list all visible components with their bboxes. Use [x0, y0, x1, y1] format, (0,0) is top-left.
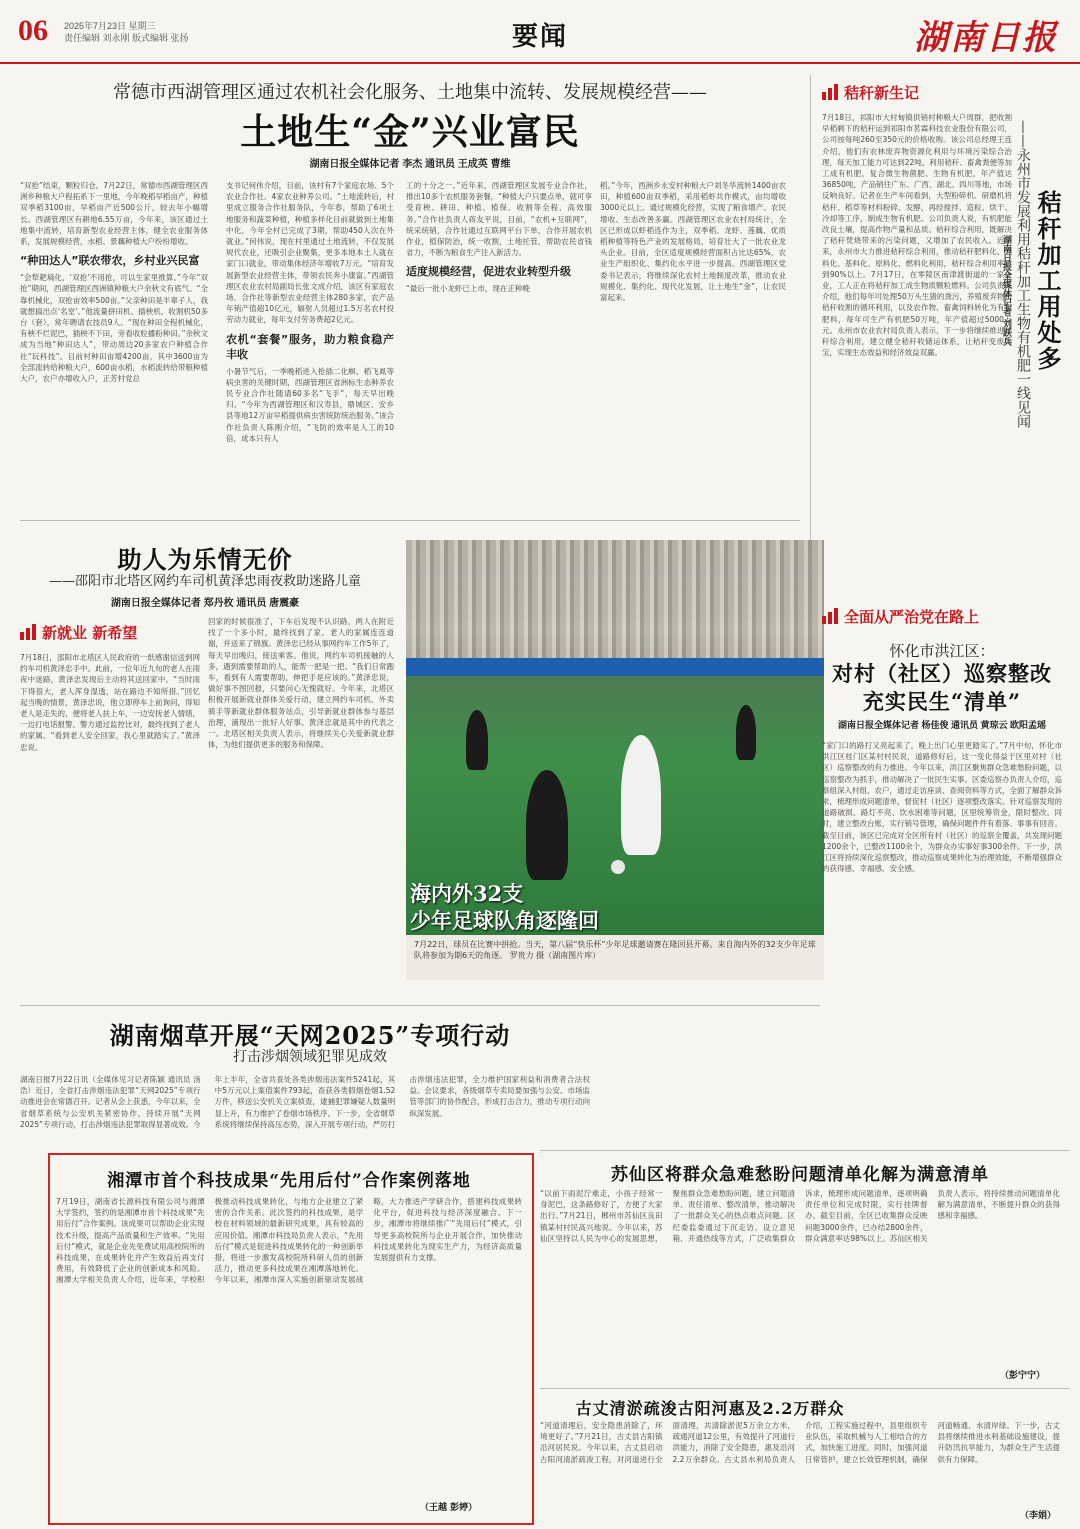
column-flag-icon — [822, 84, 840, 100]
helper-col-1: 7月18日，邵阳市北塔区人民政府的一纸感谢信送到网约车司机黄泽忠手中。此前，一位年近九旬的老人在雨夜中迷路，黄泽忠发现后主动将其送回家中。“当时雨下得很大，老人浑身湿透，站在路边不知所措。”回忆起当晚的情景，黄泽忠说，他立即停车上前询问，得知老人是走失的，便将老人扶上车，一边安抚老人情绪，一边打电话报警。警方通过监控比对，最终找到了老人的家属。“看到老人安全回家，我心里就踏实了。”黄泽忠说。 — [20, 653, 200, 752]
party-body: “家门口的路打又亮起来了，晚上出门心里更踏实了。”7月中旬，怀化市洪江区桂门区某村村民说，道路修好后，这一变化得益于区里对村（社区）巡察整改的有力推进。今年以来，洪江区聚焦群众急难愁盼问题，以巡察整改为抓手，推动解决了一批民生实事。区委巡察办负责人介绍，巡察组深入村组、农户，通过走访座谈、查阅资料等方式，全面了解群众诉求，梳理形成问题清单，督促村（社区）逐项整改落实。针对巡察发现的道路破损、路灯不亮、饮水困难等问题，区里统筹资金，限时整改。同时，建立整改台账，实行销号管理，确保问题件件有着落、事事有回音。截至目前，该区已完成对全区所有村（社区）的巡察全覆盖，共发现问题1200余个，已整改1100余个，为群众办实事好事300余件。下一步，洪江区将持续深化巡察整改，推动巡察成果转化为治理效能，不断增强群众的获得感、幸福感、安全感。 — [822, 741, 1062, 874]
lead-headline: 土地生“金”兴业富民 — [240, 111, 580, 153]
date-line: 2025年7月23日 星期三 — [64, 21, 156, 31]
divider — [540, 1150, 1070, 1151]
lead-col-4 — [600, 180, 786, 510]
helper-byline: 湖南日报全媒体记者 郑丹枚 通讯员 唐震豪 — [110, 598, 300, 609]
party-column-label: 全面从严治党在路上 — [844, 608, 980, 626]
divider — [20, 1005, 820, 1006]
guwen-headline: 古丈清淤疏浚古阳河惠及2.2万群众 — [575, 1399, 845, 1418]
lead-col3-body2: “最后一批小龙虾已上市，现在正种晚 — [406, 284, 530, 294]
xiangtan-headline: 湘潭市首个科技成果“先用后付”合作案例落地 — [107, 1171, 471, 1191]
lead-col-3 — [406, 180, 592, 510]
lead-col-2 — [226, 180, 394, 510]
helper-column-label: 新就业 新希望 — [42, 624, 138, 642]
suxian-body: “以前下雨泥泞难走，小孩子经常一身泥巴，这条路修好了，方便了大家出行。”7月21日，郴州市苏仙区良田镇某村村民高兴地说。今年以来，苏仙区坚持以人民为中心的发展思想，聚焦群众急难愁盼问题，建立问题清单、责任清单、整改清单，推动解决了一批群众关心的热点难点问题。区纪委监委通过下沉走访、设立意见箱、开通热线等方式，广泛收集群众诉求，梳理形成问题清单，逐项明确责任单位和完成时限，实行挂牌督办。截至目前，全区已收集群众反映问题3000余件，已办结2800余件，群众满意率达98%以上。苏仙区相关负责人表示，将持续推动问题清单化解为满意清单，不断提升群众的获得感和幸福感。 — [540, 1189, 1060, 1243]
straw-headline: 秸秆加工用处多 — [1033, 190, 1062, 372]
straw-column-label: 秸秆新生记 — [844, 84, 920, 102]
divider — [810, 75, 811, 595]
photo-stands — [406, 540, 824, 660]
xiangtan-body: 7月19日，湖南省长源科技有限公司与湘潭大学签约，签约的是湘潭市首个科技成果“先用后付”合作案例。该成果可以帮助企业实现技术升级，提高产品质量和生产效率。“先用后付”模式，就是企业先免费试用高校院所的科技成果，在成果转化并产生效益后再支付费用，有效降低了企业的创新成本和风险。湘潭大学相关负责人介绍，近年来，学校积极推动科技成果转化，与地方企业建立了紧密的合作关系。此次签约的科技成果，是学校在材料领域的最新研究成果，具有较高的应用价值。湘潭市科技局负责人表示，“先用后付”模式是促进科技成果转化的一种创新举措，将进一步激发高校院所科研人员的创新活力，推动更多科技成果在湘潭落地转化。今年以来，湘潭市深入实施创新驱动发展战略，大力推进产学研合作，搭建科技成果转化平台，促进科技与经济深度融合。下一步，湘潭市将继续推广“先用后付”模式，引导更多高校院所与企业开展合作，加快推动科技成果转化为现实生产力，为经济高质量发展提供有力支撑。 — [56, 1197, 522, 1285]
football-photo — [406, 540, 824, 935]
helper-headline: 助人为乐情无价 — [117, 545, 293, 574]
lead-col3-body: 工的十分之一。”近年来，西湖管理区发展专业合作社，推出10多个农机服务套餐，“种植大户只要点单，就可享受育秧、耕田、种植、植保、收割等全程、高效服务。”合作社负责人蒋友平说，目前，“农机+互联网”，统采统销，合作社通过互联网平台下单，合作开展农机作业，植保防治，统一收割，土地托管，帮助农民省钱省力，不断为粮食生产注入新活力。 — [406, 181, 592, 258]
tobacco-subtitle: 打击涉烟领域犯罪见成效 — [233, 1049, 387, 1065]
divider — [540, 1388, 1070, 1389]
editor-line: 责任编辑 刘永刚 版式编辑 张扬 — [64, 33, 189, 43]
lead-kicker: 常德市西湖管理区通过农机社会化服务、土地集中流转、发展规模经营—— — [113, 82, 707, 103]
straw-column-head — [822, 82, 919, 103]
photo-title-line2: 少年足球队角逐隆回 — [410, 908, 599, 933]
straw-body: 7月18日，祁阳市大村甸镇供销村种粮大户周群，把收割早稻剩下的秸秆运到祁阳市茗霖科技农业股份有限公司，公司按每吨260至350元的价格收购。该公司总经理王连介绍，他们有农林废弃物资源化利用与环境污染综合治理，每天加工能力可达到22吨。利用秸秆、畜禽粪便等加工成有机肥，复合微生物菌肥、生物有机肥，年产值达36850吨，产品销往广东、广西、湖北、四川等地，市场反响良好。记者在生产车间看到，大型粉碎机、研磨机将秸秆、稻草等材料粉碎、发酵，再经搅拌、造粒、烘干、冷却等工序，制成生物有机肥。公司负责人说，有机肥能改良土壤，提高作物产量和品质。秸秆综合利用，既解决了秸秆焚烧带来的污染问题，又增加了农民收入。近年来，永州市大力推进秸秆综合利用，推动秸秆肥料化、饲料化、基料化、原料化、燃料化利用，秸秆综合利用率达到90%以上。7月17日，在零陵区南津渡街道的一家企业，工人正在将秸秆加工成生物质颗粒燃料。公司负责人介绍，他们每年可处理50万头生猪的粪污，养殖废弃物和秸秆收割的循环利用，以及农作物、畜禽饲料转化为有机肥料，每年可生产有机肥50万吨，年产值超过5000万元。永州市农业农村局负责人表示，下一步将继续推进秸秆综合利用，建立健全秸秆收储运体系，让秸秆变废为宝，实现生态效益和经济效益双赢。 — [822, 113, 1012, 358]
guwen-signature: （李娟） — [1020, 1511, 1057, 1521]
lead-col2-body: 支书记何伟介绍，目前，该村有7个家庭农场、5个农业合作社、4家农业种养公司。“土地流转后，村里成立服务合作社服务队，今年春，帮助了6项土地服务和蔬菜种植，种植多样化目前就做到土地集中化，今年全村已完成了3期，帮助450人次在外就业。”何伟说，现在村里通过土地流转，不仅发展规代农业，还吸引企业聚集，更多本地本土人就在家门口就业，带动集体经济年增收7万元。“培育发展新型农业经营主体，带领农民奔小康富。”西湖管理区农业农村局副局长张文成介绍，该区有家庭农场、合作社等新型农业经营主体280多家，农产品年销产值超10亿元，辐射人员超过1.5万名农村投劳动力就业，每年支付劳务费超2亿元。 — [226, 181, 394, 325]
party-column-head — [822, 606, 979, 627]
photo-title-line1: 海内外32支 — [410, 881, 524, 906]
lead-col4-body: 稻。”今年，西洲乡永安村种粮大户刘冬华流转1400亩农田，种植600亩双季稻，采用稻虾共作模式，亩均增收3000元以上。通过规模化经营，实现了粮食增产、农民增收、生态改善多赢。西湖管理区农业农村局统计，全区已形成以虾稻连作为主，双季稻、龙虾、莲藕、优质稻种植等特色产业的发展格局，培育壮大了一批农业龙头企业。目前，全区适度规模经营面积占比达65%，农业生产组织化、集约化水平进一步提高。西湖管理区党委书记表示，将继续深化农村土地制度改革，推动农业规模化、集约化、现代化发展，让土地生“金”，让农民富起来。 — [600, 181, 786, 303]
straw-byline: 湖南日报全媒体记者 刘跃兵 — [1001, 235, 1011, 347]
divider — [20, 520, 800, 521]
player-black — [736, 705, 756, 760]
photo-caption-box — [406, 935, 824, 980]
lead-col1-intro: “双抢”结束，颗粒归仓。7月22日，常德市西湖管理区西洲乡种粮大户程拓系下一里地，今年晚稻早稻亩产，种植双季稻3100亩，早稻亩产近500公斤，较去年小幅增长。西湖管理区有耕地6.55万亩，今年来，该区通过土地集中流转，培育新型农业经营主体，健全农业服务体系，发展规模经营，水稻、景藕种植大户纷纷增收。 — [20, 181, 208, 247]
xiangtan-signature: （王越 彭婷） — [420, 1503, 478, 1513]
guwen-body: “河道清理后，安全隐患消除了，环境更好了。”7月21日，古丈县古阳镇沿河居民说。今年以来，古丈县启动古阳河清淤疏浚工程，对河道进行全面清理，共清除淤泥5万余立方米，疏通河道12公里，有效提升了河道行洪能力，消除了安全隐患，惠及沿河2.2万余群众。古丈县水利局负责人介绍，工程实施过程中，县里组织专业队伍，采取机械与人工相结合的方式，加快施工进度。同时，加强河道日常管护，建立长效管理机制，确保河道畅通、水清岸绿。下一步，古丈县将继续推进水利基础设施建设，提升防汛抗旱能力，为群众生产生活提供有力保障。 — [540, 1421, 1060, 1464]
lead-col-1 — [20, 180, 208, 510]
suxian-signature: （彭宁宁） — [1000, 1371, 1046, 1381]
straw-subtitle: ——永州市发展利用秸秆加工生物有机肥一线见闻 — [1015, 120, 1031, 428]
photo-caption: 7月22日，球员在比赛中拼抢。当天，第八届“快乐杯”少年足球邀请赛在隆回县开幕。来自海内外的32支少年足球队将参加为期6天的角逐。 罗贵力 摄（湖南图片库） — [414, 940, 816, 960]
helper-column-head — [20, 622, 137, 643]
helper-subtitle: ——邵阳市北塔区网约车司机黄泽忠雨夜救助迷路儿童 — [48, 574, 361, 589]
lead-col1-body: “会犁耙墒化，‘双抢’不用抢，可以生家里推算。”今年“双抢”期间，西湖管理区西洲镇种粮大户余秋文有底气。“全靠机械化，双抢亩效率500亩。”父亲种田是半辈子人，我就想搞出点‘名堂’。”他流量拼田机、插秧机、收割机50多台（套），常年聘请农技员9人。“现在种田全程机械化，有秧不烂泥巴，插秧不下田，旁看收粒播粉种田。”余秋文成为当地“种田达人”，带动周边20多家农户种植合作社“玩科技”。目前村种田亩增4200亩，其中3600亩为全部流转给种粮大户，600亩水稻，水稻流转给带粮种植大户，农户亦增收入户，正芳村党总 — [20, 273, 208, 384]
player-black — [466, 710, 488, 770]
lead-col3-subhead: 适度规模经营，促进农业转型升级 — [406, 265, 571, 279]
player-black — [526, 770, 568, 880]
newspaper-logo: 湖南日报 — [914, 18, 1058, 58]
party-byline: 湖南日报全媒体记者 杨佳俊 通讯员 黄琼云 欧阳孟瑶 — [837, 720, 1046, 730]
photo-title — [410, 880, 599, 934]
party-kicker: 怀化市洪江区： — [889, 642, 995, 660]
page-number: 06 — [18, 14, 48, 47]
lead-col2-body2: 小暑节气后，一季晚稻进入抢插二化螟、稻飞虱等病虫害的关键时期，西湖管理区省洲标生态种养农民专业合作社随请60多名“飞手”，每天早出晚归。“今年为西湖管理区和汉寿县，鼎城区、安乡县等地12万亩早稻提供病虫害统防统治服务。”该合作社负责人陈刚介绍，“飞防的效率是人工的10倍，成本只有人 — [226, 366, 394, 443]
photo-banner — [406, 658, 824, 676]
tobacco-body: 湖南日报7月22日讯（全媒体见习记者陈颖 通讯员 汤浩）近日，全省打击涉烟违法犯罪“天网2025”专项行动推进会在常德召开。记者从会上获悉，今年以来，全省烟草系统与公安机关紧密协作，持续开展“天网2025”专项行动，打击涉烟违法犯罪取得显著成效。今年上半年，全省共查处各类涉烟违法案件5241起，其中5万元以上案值案件793起，查获各类假烟卷烟1.52万件，移送公安机关立案侦查，逮捕犯罪嫌疑人数量明显上升，有力维护了卷烟市场秩序。下一步，全省烟草系统将继续保持高压态势，深入开展专项行动，严厉打击涉烟违法犯罪，全力维护国家利益和消费者合法权益。会议要求，各级烟草专卖局要加强与公安、市场监管等部门的协作配合，形成打击合力，推动专项行动向纵深发展。 — [20, 1075, 590, 1129]
party-headline-line2: 充实民生“清单” — [862, 689, 1022, 714]
section-title: 要闻 — [511, 22, 568, 52]
tobacco-headline: 湖南烟草开展“天网2025”专项行动 — [109, 1021, 511, 1050]
player-white — [621, 735, 661, 855]
party-headline — [822, 660, 1062, 716]
football — [611, 860, 625, 874]
column-flag-icon — [20, 624, 38, 640]
party-headline-line1: 对村（社区）巡察整改 — [832, 661, 1052, 686]
column-flag-icon — [822, 608, 840, 624]
suxian-headline: 苏仙区将群众急难愁盼问题清单化解为满意清单 — [611, 1165, 989, 1185]
helper-col-2: 回家的时候很准了，下车后发现不认识路，两人在附近找了一个多小时，最终找到了家。老人的家属连连道谢，并送来了锦旗。黄泽忠已经从事网约车工作5年了，每天早出晚归，接送乘客。他说，网约车司机接触的人多，遇到需要帮助的人，能帮一把是一把。“我们日常跑车，看到有人需要帮助，伸把手是应该的。”黄泽忠说，做好事不图回报，只要问心无愧就好。今年来，北塔区积极开展新就业群体关爱行动，建立网约车司机、外卖骑手等新就业群体服务站点，引导新就业群体参与基层治理，涌现出一批好人好事。黄泽忠就是其中的代表之一。北塔区相关负责人表示，将继续关心关爱新就业群体，为他们提供更多的服务和保障。 — [208, 617, 394, 750]
lead-byline: 湖南日报全媒体记者 李杰 通讯员 王成英 曹维 — [309, 159, 511, 170]
lead-col1-subhead: “种田达人”联农带农，乡村业兴民富 — [20, 254, 200, 268]
lead-col2-subhead: 农机“套餐”服务，助力粮食稳产丰收 — [226, 332, 394, 361]
